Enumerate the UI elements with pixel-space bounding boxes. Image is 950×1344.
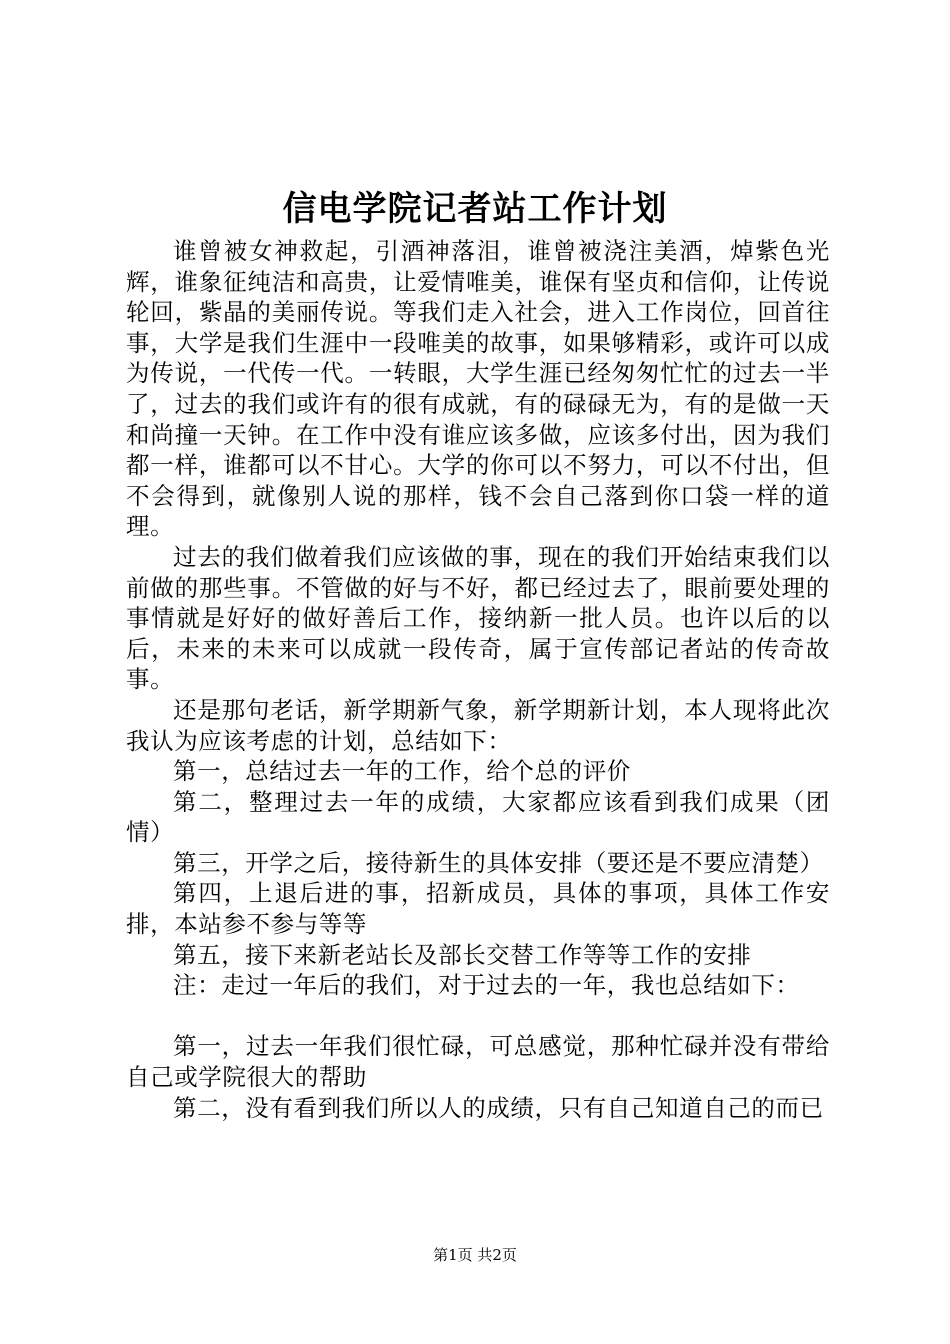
plan-item-1: 第一，总结过去一年的工作，给个总的评价 <box>173 757 631 786</box>
paragraph-plan-intro: 还是那句老话，新学期新气象，新学期新计划，本人现将此次我认为应该考虑的计划，总结如下： <box>126 695 830 755</box>
document-title: 信电学院记者站工作计划 <box>282 189 668 229</box>
page-number-footer: 第1页 共2页 <box>433 1246 517 1264</box>
document-body <box>126 236 830 1123</box>
paragraph-intro: 谁曾被女神救起，引酒神落泪，谁曾被浇注美酒，焯紫色光辉，谁象征纯洁和高贵，让爱情唯美，谁保有坚贞和信仰，让传说轮回，紫晶的美丽传说。等我们走入社会，进入工作岗位，回首往事，大学是我们生涯中一段唯美的故事，如果够精彩，或许可以成为传说，一代传一代。一转眼，大学生涯已经匆匆忙忙的过去一半了，过去的我们或许有的很有成就，有的碌碌无为，有的是做一天和尚撞一天钟。在工作中没有谁应该多做，应该多付出，因为我们都一样，谁都可以不甘心。大学的你可以不努力，可以不付出，但不会得到，就像别人说的那样，钱不会自己落到你口袋一样的道理。 <box>126 237 830 541</box>
plan-item-2: 第二，整理过去一年的成绩，大家都应该看到我们成果（团情） <box>126 787 830 847</box>
blank-line <box>126 1001 830 1032</box>
summary-item-1: 第一，过去一年我们很忙碌，可总感觉，那种忙碌并没有带给自己或学院很大的帮助 <box>126 1032 830 1092</box>
note-paragraph: 注：走过一年后的我们，对于过去的一年，我也总结如下： <box>173 971 800 1000</box>
plan-item-3: 第三，开学之后，接待新生的具体安排（要还是不要应清楚） <box>173 848 824 877</box>
summary-item-2: 第二，没有看到我们所以人的成绩，只有自己知道自己的而已 <box>173 1093 824 1122</box>
paragraph-past: 过去的我们做着我们应该做的事，现在的我们开始结束我们以前做的那些事。不管做的好与不好，都已经过去了，眼前要处理的事情就是好好的做好善后工作，接纳新一批人员。也许以后的以后，未来的未来可以成就一段传奇，属于宣传部记者站的传奇故事。 <box>126 542 830 694</box>
plan-item-5: 第五，接下来新老站长及部长交替工作等等工作的安排 <box>173 940 752 969</box>
plan-item-4: 第四，上退后进的事，招新成员，具体的事项，具体工作安排，本站参不参与等等 <box>126 879 830 939</box>
